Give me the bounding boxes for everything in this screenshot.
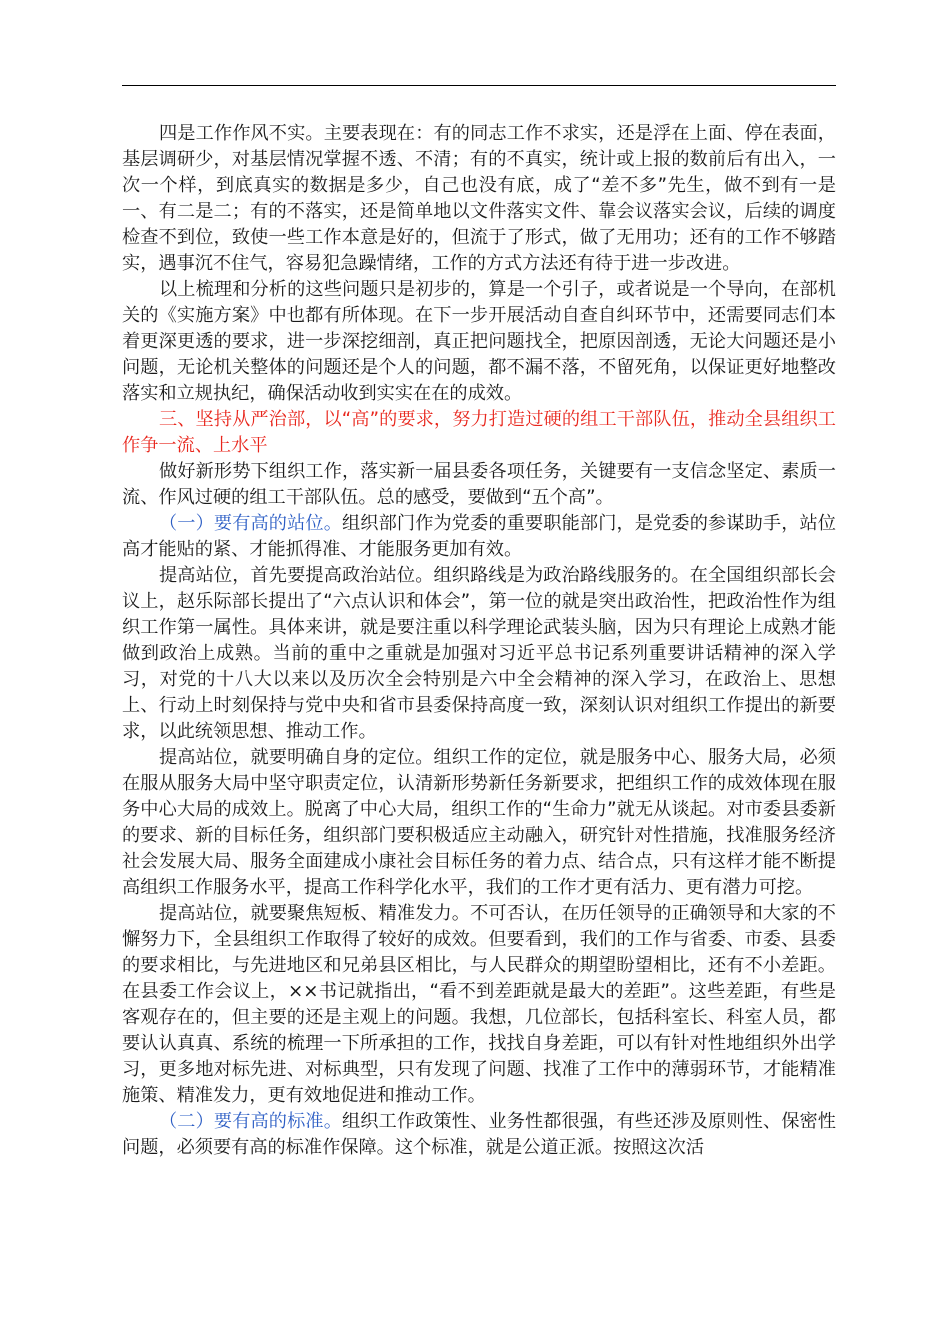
paragraph-high-standard [122,1109,836,1161]
subheading-high-standard: （二）要有高的标准。 [159,1111,342,1132]
paragraph-high-standard-text: 组织工作政策性、业务性都很强，有些还涉及原则性、保密性问题，必须要有高的标准作保障。这个标准，就是公道正派。按照这次活 [122,1111,836,1158]
paragraph-problem-summary: 以上梳理和分析的这些问题只是初步的，算是一个引子，或者说是一个导向，在部机关的《实施方案》中也都有所体现。在下一步开展活动自查自纠环节中，还需要同志们本着更深更透的要求，进一步深挖细剖，真正把问题找全，把原因剖透，无论大问题还是小问题，无论机关整体的问题还是个人的问题，都不漏不落，不留死角，以保证更好地整改落实和立规执纪，确保活动收到实实在在的成效。 [122,279,836,404]
paragraph-work-style: 四是工作作风不实。主要表现在：有的同志工作不求实，还是浮在上面、停在表面，基层调研少，对基层情况掌握不透、不清；有的不真实，统计或上报的数前后有出入，一次一个样，到底真实的数据是多少，自己也没有底，成了“差不多”先生，做不到有一是一、有二是二；有的不落实，还是简单地以文件落实文件、靠会议落实会议，后续的调度检查不到位，致使一些工作本意是好的，但流于了形式，做了无用功；还有的工作不够踏实，遇事沉不住气，容易犯急躁情绪，工作的方式方法还有待于进一步改进。 [122,123,836,274]
paragraph-political-stance: 提高站位，首先要提高政治站位。组织路线是为政治路线服务的。在全国组织部长会议上，赵乐际部长提出了“六点认识和体会”，第一位的就是突出政治性，把政治性作为组织工作第一属性。具体来讲，就是要注重以科学理论武装头脑，因为只有理论上成熟才能做到政治上成熟。当前的重中之重就是加强对习近平总书记系列重要讲话精神的深入学习，对党的十八大以来以及历次全会特别是六中全会精神的深入学习，在政治上、思想上、行动上时刻保持与党中央和省市县委保持高度一致，深刻认识对组织工作提出的新要求，以此统领思想、推动工作。 [122,565,836,742]
paragraph-high-position [122,511,836,563]
document-body [122,121,836,1161]
paragraph-self-positioning: 提高站位，就要明确自身的定位。组织工作的定位，就是服务中心、服务大局，必须在服从服务大局中坚守职责定位，认清新形势新任务新要求，把组织工作的成效体现在服务中心大局的成效上。脱离了中心大局，组织工作的“生命力”就无从谈起。对市委县委新的要求、新的目标任务，组织部门要积极适应主动融入，研究针对性措施，找准服务经济社会发展大局、服务全面建成小康社会目标任务的着力点、结合点，只有这样才能不断提高组织工作服务水平，提高工作科学化水平，我们的工作才更有活力、更有潜力可挖。 [122,747,836,898]
paragraph-focus-shortcomings: 提高站位，就要聚焦短板、精准发力。不可否认，在历任领导的正确领导和大家的不懈努力下，全县组织工作取得了较好的成效。但要看到，我们的工作与省委、市委、县委的要求相比，与先进地区和兄弟县区相比，与人民群众的期望盼望相比，还有不小差距。在县委工作会议上，××书记就指出，“看不到差距就是最大的差距”。这些差距，有些是客观存在的，但主要的还是主观上的问题。我想，几位部长，包括科室长、科室人员，都要认认真真、系统的梳理一下所承担的工作，找找自身差距，可以有针对性地组织外出学习，更多地对标先进、对标典型，只有发现了问题、找准了工作中的薄弱环节，才能精准施策、精准发力，更有效地促进和推动工作。 [122,903,836,1106]
header-rule [122,85,836,86]
subheading-high-position: （一）要有高的站位。 [159,513,342,534]
paragraph-five-highs-intro: 做好新形势下组织工作，落实新一届县委各项任务，关键要有一支信念坚定、素质一流、作风过硬的组工干部队伍。总的感受，要做到“五个高”。 [122,461,836,508]
paragraph-high-position-text: 组织部门作为党委的重要职能部门，是党委的参谋助手，站位高才能贴的紧、才能抓得准、才能服务更加有效。 [122,513,836,560]
section-heading-three: 三、坚持从严治部，以“高”的要求，努力打造过硬的组工干部队伍，推动全县组织工作争一流、上水平 [122,409,836,456]
